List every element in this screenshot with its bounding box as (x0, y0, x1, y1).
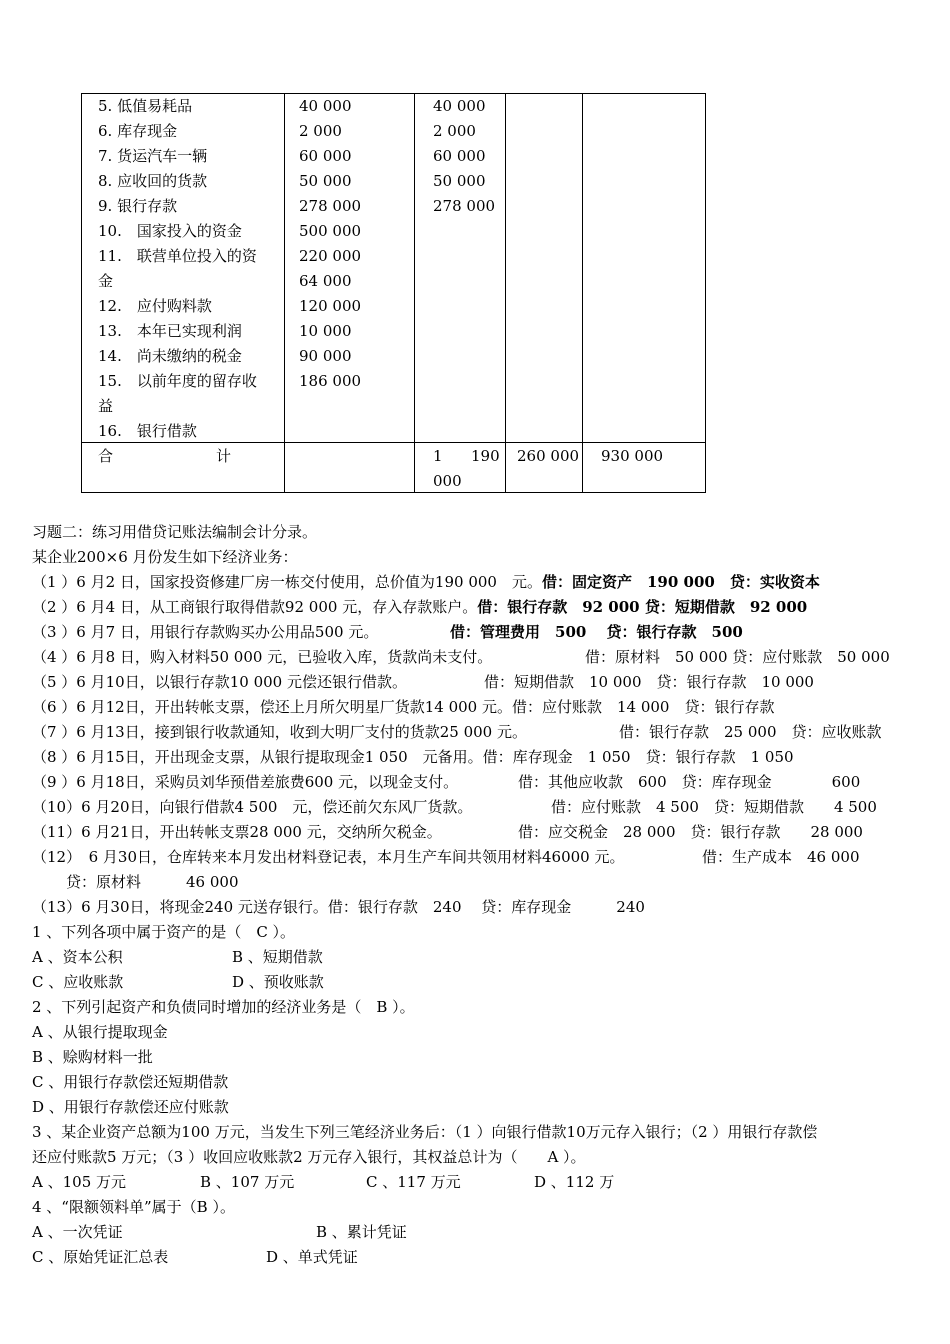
table-item: 益 (98, 397, 114, 415)
table-cell: 500 000 (299, 222, 362, 240)
table-item: 金 (98, 272, 114, 290)
total-c-line1-a: 1 (433, 447, 443, 465)
question-option: B 、赊购材料一批 (32, 1048, 153, 1066)
question-option: D 、用银行存款偿还应付账款 (32, 1098, 229, 1116)
exercise-item: （2 ）6 月4 日，从工商银行取得借款92 000 元，存入存款账户。借：银行存款 92 000 贷：短期借款 92 000 (32, 598, 808, 616)
table-cell: 2 000 (433, 122, 476, 140)
table-item: 15. 以前年度的留存收 (98, 372, 257, 390)
table-cell: 40 000 (299, 97, 352, 115)
table-item: 11. 联营单位投入的资 (98, 247, 257, 265)
table-item: 13. 本年已实现利润 (98, 322, 242, 340)
exercise-item: （12） 6 月30日，仓库转来本月发出材料登记表，本月生产车间共领用材料46000 元。 借：生产成本 46 000 (32, 848, 860, 866)
question-options: C 、原始凭证汇总表 D 、单式凭证 (32, 1248, 358, 1266)
table-item: 12. 应付购料款 (98, 297, 212, 315)
table-cell: 50 000 (299, 172, 352, 190)
table-cell: 40 000 (433, 97, 486, 115)
balance-table (81, 93, 706, 493)
exercise-item: （8 ）6 月15日，开出现金支票，从银行提取现金1 050 元备用。借：库存现金 1 050 贷：银行存款 1 050 (32, 748, 794, 766)
amount-column-b (299, 94, 361, 394)
question-4: 4 、“限额领料单”属于（B ）。 (32, 1198, 235, 1216)
question-options: A 、资本公积 B 、短期借款 (32, 948, 323, 966)
question-3-cont: 还应付账款5 万元；（3 ）收回应收账款2 万元存入银行，其权益总计为（ A ）。 (32, 1148, 586, 1166)
table-item: 16. 银行借款 (98, 422, 197, 440)
question-options: A 、一次凭证 B 、累计凭证 (32, 1223, 407, 1241)
exercise-item: （13）6 月30日，将现金240 元送存银行。借：银行存款 240 贷：库存现金 240 (32, 898, 645, 916)
table-cell: 278 000 (433, 197, 496, 215)
total-label-left: 合 (98, 447, 114, 465)
exercise-item: （1 ）6 月2 日，国家投资修建厂房一栋交付使用，总价值为190 000 元。借：固定资产 190 000 贷：实收资本 (32, 573, 820, 591)
table-cell: 120 000 (299, 297, 362, 315)
exercise-item: （5 ）6 月10日，以银行存款10 000 元偿还银行借款。 借：短期借款 10 000 贷：银行存款 10 000 (32, 673, 814, 691)
table-cell: 50 000 (433, 172, 486, 190)
table-item: 5. 低值易耗品 (98, 97, 193, 115)
question-option: A 、从银行提取现金 (32, 1023, 168, 1041)
item-column (98, 94, 257, 444)
table-item: 10. 国家投入的资金 (98, 222, 242, 240)
exercise-intro: 某企业200×6 月份发生如下经济业务： (32, 548, 298, 566)
question-option: C 、用银行存款偿还短期借款 (32, 1073, 229, 1091)
question-options: A 、105 万元 B 、107 万元 C 、117 万元 D 、112 万 (32, 1173, 615, 1191)
table-cell: 186 000 (299, 372, 362, 390)
total-label-right: 计 (216, 447, 232, 465)
question-1: 1 、下列各项中属于资产的是（ C ）。 (32, 923, 296, 941)
total-d: 260 000 (517, 447, 580, 465)
table-cell: 278 000 (299, 197, 362, 215)
exercise-section (32, 520, 932, 1270)
total-c-line1-b: 190 (471, 447, 500, 465)
exercise-item: （9 ）6 月18日，采购员刘华预借差旅费600 元，以现金支付。 借：其他应收款 600 贷：库存现金 600 (32, 773, 861, 791)
table-item: 6. 库存现金 (98, 122, 178, 140)
table-cell: 60 000 (433, 147, 486, 165)
table-item: 7. 货运汽车一辆 (98, 147, 208, 165)
exercise-item: （6 ）6 月12日，开出转帐支票，偿还上月所欠明星厂货款14 000 元。借：应付账款 14 000 贷：银行存款 (32, 698, 775, 716)
table-item: 9. 银行存款 (98, 197, 178, 215)
exercise-item: 贷：原材料 46 000 (66, 873, 239, 891)
question-3: 3 、某企业资产总额为100 万元，当发生下列三笔经济业务后：（1 ）向银行借款10万元存入银行；（2 ）用银行存款偿 (32, 1123, 818, 1141)
exercise-item: （7 ）6 月13日，接到银行收款通知，收到大明厂支付的货款25 000 元。 借：银行存款 25 000 贷：应收账款 (32, 723, 882, 741)
total-e: 930 000 (601, 447, 664, 465)
table-cell: 10 000 (299, 322, 352, 340)
table-item: 8. 应收回的货款 (98, 172, 208, 190)
exercise-title: 习题二：练习用借贷记账法编制会计分录。 (32, 523, 318, 541)
exercise-item: （11）6 月21日，开出转帐支票28 000 元，交纳所欠税金。 借：应交税金 28 000 贷：银行存款 28 000 (32, 823, 863, 841)
total-c-line2: 000 (433, 472, 462, 490)
exercise-item: （10）6 月20日，向银行借款4 500 元，偿还前欠东风厂货款。 借：应付账款 4 500 贷：短期借款 4 500 (32, 798, 877, 816)
table-cell: 90 000 (299, 347, 352, 365)
table-cell: 220 000 (299, 247, 362, 265)
table-cell: 64 000 (299, 272, 352, 290)
exercise-item: （3 ）6 月7 日，用银行存款购买办公用品500 元。 借：管理费用 500 贷：银行存款 500 (32, 623, 743, 641)
table-item: 14. 尚未缴纳的税金 (98, 347, 242, 365)
table-cell: 2 000 (299, 122, 342, 140)
exercise-item: （4 ）6 月8 日，购入材料50 000 元，已验收入库，货款尚未支付。 借：原材料 50 000 贷：应付账款 50 000 (32, 648, 890, 666)
question-2: 2 、下列引起资产和负债同时增加的经济业务是（ B ）。 (32, 998, 415, 1016)
amount-column-c (433, 94, 495, 219)
table-cell: 60 000 (299, 147, 352, 165)
question-options: C 、应收账款 D 、预收账款 (32, 973, 324, 991)
